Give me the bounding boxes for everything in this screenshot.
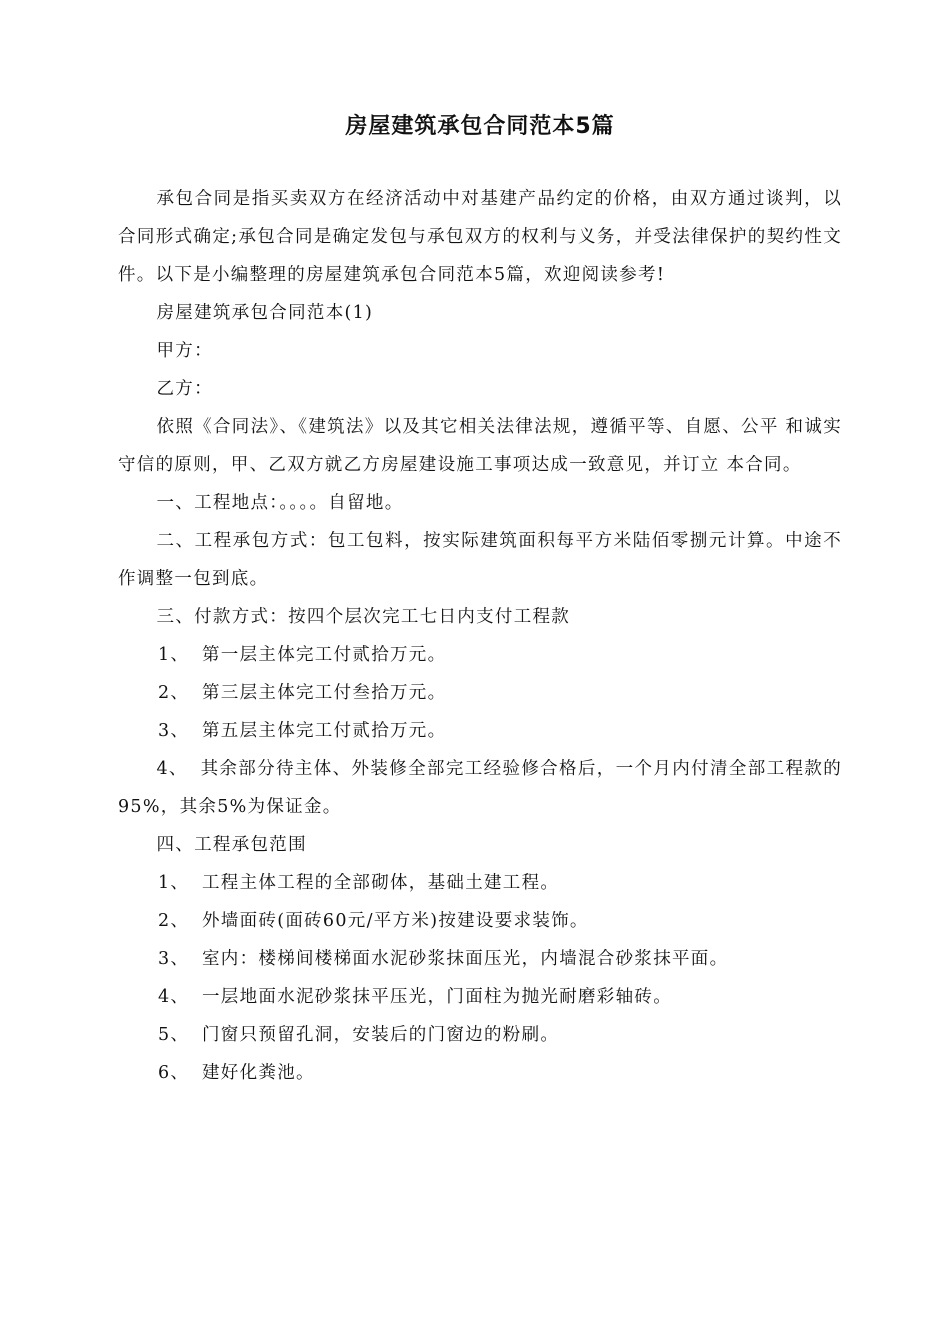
list-item-number: 1、: [158, 645, 190, 665]
list-item: [118, 674, 842, 712]
list-item-text: 室内：楼梯间楼梯面水泥砂浆抹面压光，内墙混合砂浆抹平面。: [202, 949, 729, 969]
clause-payment: 三、付款方式：按四个层次完工七日内支付工程款: [156, 607, 571, 627]
party-a-label: 甲方：: [156, 341, 213, 361]
list-item-text: 工程主体工程的全部砌体，基础土建工程。: [202, 873, 560, 893]
list-item-text: 其余部分待主体、外装修全部完工经验修合格后，一个月内付清全部工程款的95%，其余5%为保证金。: [118, 759, 842, 817]
clause-contract-method: 二、工程承包方式：包工包料，按实际建筑面积每平方米陆佰零捌元计算。中途不作调整一包到底。: [118, 531, 842, 589]
list-item-number: 2、: [158, 683, 190, 703]
list-item-number: 2、: [158, 911, 190, 931]
list-item-text: 一层地面水泥砂浆抹平压光，门面柱为抛光耐磨彩轴砖。: [202, 987, 672, 1007]
list-item-text: 外墙面砖(面砖60元/平方米)按建设要求装饰。: [202, 911, 589, 931]
list-item-number: 1、: [158, 873, 190, 893]
list-item-text: 建好化粪池。: [202, 1063, 315, 1083]
list-item: [118, 1016, 842, 1054]
party-b-label: 乙方：: [156, 379, 213, 399]
list-item-text: 第五层主体完工付贰拾万元。: [202, 721, 447, 741]
list-item-number: 4、: [156, 759, 188, 779]
list-item: [118, 712, 842, 750]
section-heading: 房屋建筑承包合同范本(1): [156, 303, 374, 323]
list-item: [118, 940, 842, 978]
document-page: [118, 110, 842, 1092]
list-item-number: 3、: [158, 949, 190, 969]
list-item-text: 第三层主体完工付叁拾万元。: [202, 683, 447, 703]
list-item: [118, 750, 842, 826]
intro-paragraph: 承包合同是指买卖双方在经济活动中对基建产品约定的价格，由双方通过谈判，以合同形式确定;承包合同是确定发包与承包双方的权利与义务，并受法律保护的契约性文件。以下是小编整理的房屋建筑承包合同范本5篇，欢迎阅读参考!: [118, 189, 842, 285]
list-item-number: 6、: [158, 1063, 190, 1083]
list-item: [118, 978, 842, 1016]
clause-location: 一、工程地点：。。。。自留地。: [156, 493, 404, 513]
clause-scope: 四、工程承包范围: [156, 835, 307, 855]
preamble-paragraph: 依照《合同法》、《建筑法》以及其它相关法律法规，遵循平等、自愿、公平 和诚实守信的原则，甲、乙双方就乙方房屋建设施工事项达成一致意见，并订立 本合同。: [118, 417, 842, 475]
list-item: [118, 1054, 842, 1092]
list-item: [118, 902, 842, 940]
document-title: 房屋建筑承包合同范本5篇: [345, 114, 615, 139]
list-item-number: 3、: [158, 721, 190, 741]
list-item-number: 5、: [158, 1025, 190, 1045]
list-item: [118, 864, 842, 902]
list-item-text: 第一层主体完工付贰拾万元。: [202, 645, 447, 665]
list-item-text: 门窗只预留孔洞，安装后的门窗边的粉刷。: [202, 1025, 560, 1045]
list-item: [118, 636, 842, 674]
list-item-number: 4、: [158, 987, 190, 1007]
